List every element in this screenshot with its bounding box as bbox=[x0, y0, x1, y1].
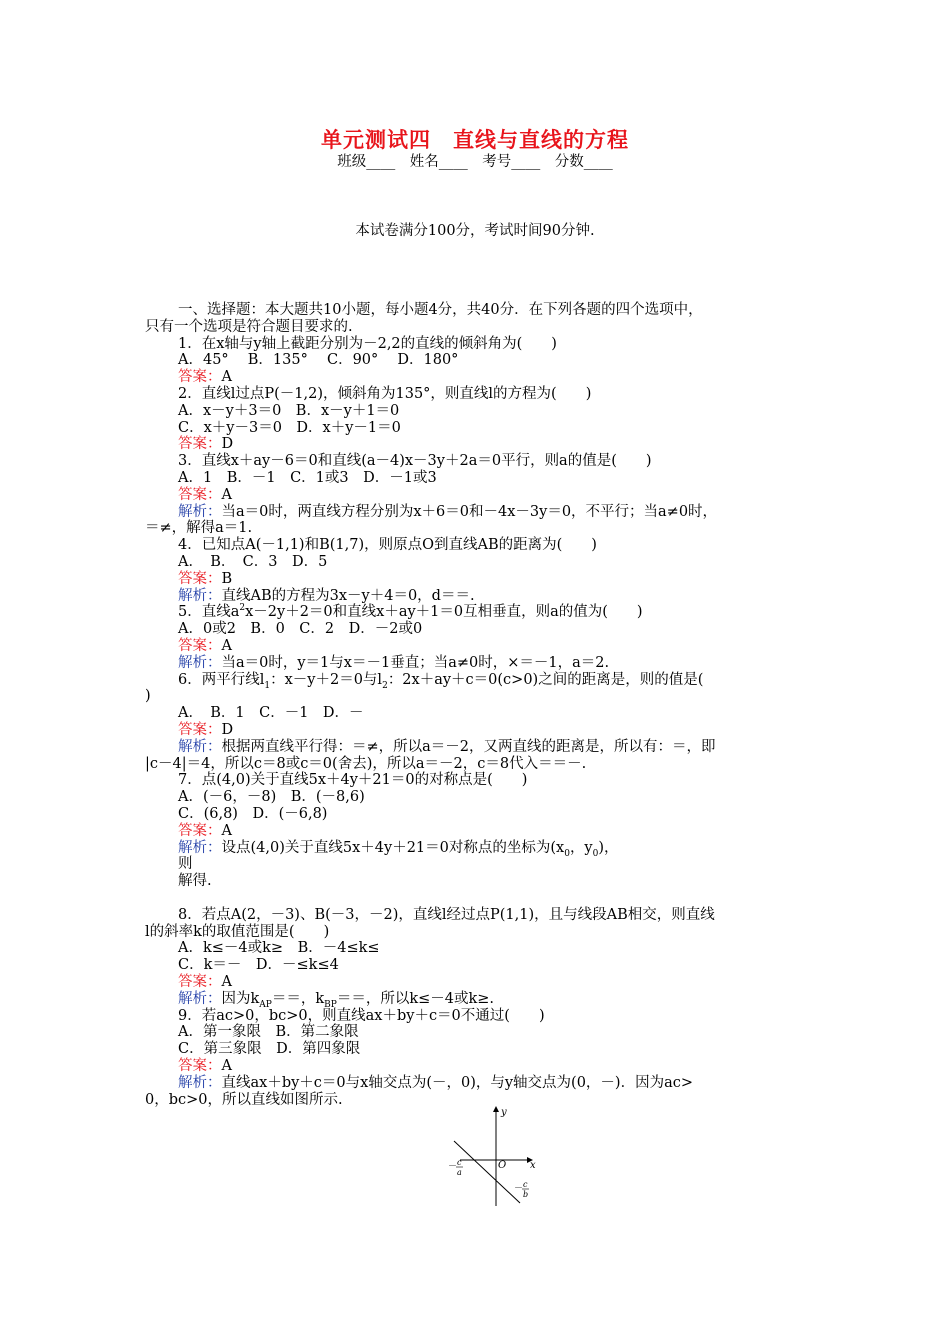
subscript: 0 bbox=[592, 848, 599, 859]
y-intercept-minus: － bbox=[514, 1184, 524, 1194]
question-4-stem: 4．已知点A(－1,1)和B(1,7)，则原点O到直线AB的距离为( ) bbox=[178, 537, 597, 554]
question-7-explanation bbox=[145, 840, 805, 857]
question-3-explanation-cont: ＝≠，解得a＝1. bbox=[145, 520, 253, 537]
answer-label: 答案： bbox=[178, 822, 222, 839]
question-8-explanation bbox=[145, 991, 805, 1008]
explanation-text: ＝＝，所以k≤－4或k≥. bbox=[336, 990, 495, 1007]
graph-line bbox=[454, 1141, 520, 1203]
y-axis-label: y bbox=[501, 1107, 507, 1118]
question-9-explanation bbox=[145, 1075, 805, 1092]
answer-label: 答案： bbox=[178, 369, 222, 386]
explanation-label: 解析： bbox=[178, 1074, 222, 1091]
answer-value: A bbox=[221, 1058, 232, 1075]
question-7-options-1: A．(－6，－8) B．(－8,6) bbox=[178, 789, 365, 806]
answer-label: 答案： bbox=[178, 637, 222, 654]
page-title: 单元测试四 直线与直线的方程 bbox=[321, 127, 629, 152]
explanation-label: 解析： bbox=[178, 587, 222, 604]
answer-label: 答案： bbox=[178, 974, 222, 991]
answer-value: A bbox=[221, 369, 232, 386]
question-7-stem: 7．点(4,0)关于直线5x＋4y＋21＝0的对称点是( ) bbox=[178, 772, 528, 789]
subscript: AP bbox=[259, 999, 272, 1010]
subscript: 2 bbox=[382, 680, 388, 691]
answer-value: A bbox=[221, 486, 232, 503]
stem-part: 6．两平行线l bbox=[178, 671, 265, 688]
explanation-text: ，y bbox=[569, 839, 593, 856]
answer-value: A bbox=[221, 974, 232, 991]
x-intercept-denominator: a bbox=[457, 1168, 462, 1177]
question-9-answer bbox=[145, 1058, 805, 1075]
explanation-label: 解析： bbox=[178, 839, 222, 856]
subscript: 1 bbox=[264, 680, 271, 691]
stem-part: ：x－y＋2＝0与l bbox=[270, 671, 383, 688]
question-8-options-1: A．k≤－4或k≥ B．－4≤k≤ bbox=[178, 940, 380, 957]
answer-value: A bbox=[221, 822, 232, 839]
question-4-options: A． B． C．3 D．5 bbox=[178, 553, 328, 570]
question-5-stem bbox=[145, 604, 805, 621]
answer-value: D bbox=[221, 436, 234, 453]
subscript: BP bbox=[324, 999, 337, 1010]
superscript: 2 bbox=[239, 603, 246, 614]
question-5-answer bbox=[145, 638, 805, 655]
explanation-text: 直线ax＋by＋c＝0与x轴交点为(－，0)，与y轴交点为(0，－)．因为ac> bbox=[221, 1074, 694, 1091]
question-6-stem-cont: ) bbox=[145, 688, 151, 705]
subscript: 0 bbox=[564, 848, 570, 859]
question-2-options-2: C．x＋y－3＝0 D．x＋y－1＝0 bbox=[178, 419, 401, 436]
answer-label: 答案： bbox=[178, 721, 222, 738]
question-8-stem: 8．若点A(2，－3)、B(－3，－2)，直线l经过点P(1,1)，且与线段AB相交，则直线 bbox=[178, 906, 715, 923]
question-1-options: A．45° B．135° C．90° D．180° bbox=[178, 352, 459, 369]
y-intercept-denominator: b bbox=[523, 1190, 529, 1199]
student-info-line: 班级____ 姓名____ 考号____ 分数____ bbox=[337, 154, 613, 170]
question-1-stem: 1．在x轴与y轴上截距分别为－2,2的直线的倾斜角为( ) bbox=[178, 335, 557, 352]
question-7-answer bbox=[145, 823, 805, 840]
explanation-text: ＝＝，k bbox=[271, 990, 325, 1007]
question-3-explanation bbox=[145, 504, 805, 521]
origin-label: O bbox=[498, 1160, 507, 1171]
explanation-text: 当a＝0时，两直线方程分别为x＋6＝0和－4x－3y＝0，不平行；当a≠0时， bbox=[221, 503, 718, 520]
question-8-stem-cont: l的斜率k的取值范围是( ) bbox=[145, 923, 330, 940]
question-8-answer bbox=[145, 974, 805, 991]
explanation-text: 直线AB的方程为3x－y＋4＝0，d＝＝. bbox=[221, 587, 475, 604]
exam-note: 本试卷满分100分，考试时间90分钟. bbox=[355, 223, 595, 239]
question-1-answer bbox=[145, 369, 805, 386]
explanation-text: 设点(4,0)关于直线5x＋4y＋21＝0对称点的坐标为(x bbox=[221, 839, 565, 856]
question-6-options: A． B．1 C．－1 D．－ bbox=[178, 705, 364, 722]
y-intercept-numerator: c bbox=[523, 1180, 528, 1189]
section-heading: 一、选择题：本大题共10小题，每小题4分，共40分．在下列各题的四个选项中， bbox=[178, 302, 703, 318]
spacer bbox=[145, 890, 805, 907]
explanation-text: 当a＝0时，y＝1与x＝－1垂直；当a≠0时，×＝－1，a＝2. bbox=[221, 654, 610, 671]
question-7-explanation-3: 解得. bbox=[178, 873, 212, 890]
question-6-explanation bbox=[145, 739, 805, 756]
question-5-options: A．0或2 B．0 C．2 D．－2或0 bbox=[178, 621, 423, 638]
x-axis-label: x bbox=[530, 1160, 536, 1171]
explanation-label: 解析： bbox=[178, 990, 222, 1007]
stem-part: ：2x＋ay＋c＝0(c>0)之间的距离是，则的值是( bbox=[387, 671, 704, 688]
question-2-options-1: A．x－y＋3＝0 B．x－y＋1＝0 bbox=[178, 402, 400, 419]
explanation-label: 解析： bbox=[178, 654, 222, 671]
explanation-text: 根据两直线平行得：＝≠，所以a＝－2，又两直线的距离是，所以有：＝，即 bbox=[221, 738, 716, 755]
question-4-answer bbox=[145, 571, 805, 588]
question-8-options-2: C．k＝－ D．－≤k≤4 bbox=[178, 957, 339, 974]
explanation-text: 因为k bbox=[221, 990, 260, 1007]
question-2-stem: 2．直线l过点P(－1,2)，倾斜角为135°，则直线l的方程为( ) bbox=[178, 385, 592, 402]
answer-value: B bbox=[221, 570, 233, 587]
stem-part: x－2y＋2＝0和直线x＋ay＋1＝0互相垂直，则a的值为( ) bbox=[245, 604, 643, 621]
stem-part: 5．直线a bbox=[178, 604, 240, 621]
answer-label: 答案： bbox=[178, 1058, 222, 1075]
question-body bbox=[145, 302, 805, 1108]
question-7-options-2: C．(6,8) D．(－6,8) bbox=[178, 805, 328, 822]
question-6-explanation-cont: |c－4|＝4，所以c＝8或c＝0(舍去)，所以a＝－2，c＝8代入＝＝－. bbox=[145, 755, 587, 772]
question-9-explanation-cont: 0，bc>0，所以直线如图所示. bbox=[145, 1091, 343, 1108]
answer-label: 答案： bbox=[178, 570, 222, 587]
question-6-answer bbox=[145, 722, 805, 739]
explanation-label: 解析： bbox=[178, 503, 222, 520]
question-3-stem: 3．直线x＋ay－6＝0和直线(a－4)x－3y＋2a＝0平行，则a的值是( ) bbox=[178, 453, 652, 470]
explanation-text: )， bbox=[598, 839, 619, 856]
question-7-explanation-2: 则 bbox=[178, 856, 193, 873]
question-3-options: A．1 B．－1 C．1或3 D．－1或3 bbox=[178, 469, 437, 486]
x-intercept-numerator: c bbox=[457, 1158, 462, 1167]
answer-value: A bbox=[221, 637, 232, 654]
line-diagram bbox=[440, 1103, 550, 1208]
question-6-stem bbox=[145, 672, 805, 689]
question-9-options-1: A．第一象限 B．第二象限 bbox=[178, 1024, 359, 1041]
answer-label: 答案： bbox=[178, 436, 222, 453]
question-4-explanation bbox=[145, 588, 805, 605]
question-2-answer bbox=[145, 436, 805, 453]
answer-value: D bbox=[221, 721, 234, 738]
question-9-options-2: C．第三象限 D．第四象限 bbox=[178, 1041, 361, 1058]
explanation-label: 解析： bbox=[178, 738, 222, 755]
question-5-explanation bbox=[145, 655, 805, 672]
x-intercept-minus: － bbox=[448, 1162, 458, 1172]
question-9-stem: 9．若ac>0，bc>0，则直线ax＋by＋c＝0不通过( ) bbox=[178, 1007, 545, 1024]
question-3-answer bbox=[145, 487, 805, 504]
answer-label: 答案： bbox=[178, 486, 222, 503]
section-heading-cont: 只有一个选项是符合题目要求的. bbox=[145, 318, 353, 335]
